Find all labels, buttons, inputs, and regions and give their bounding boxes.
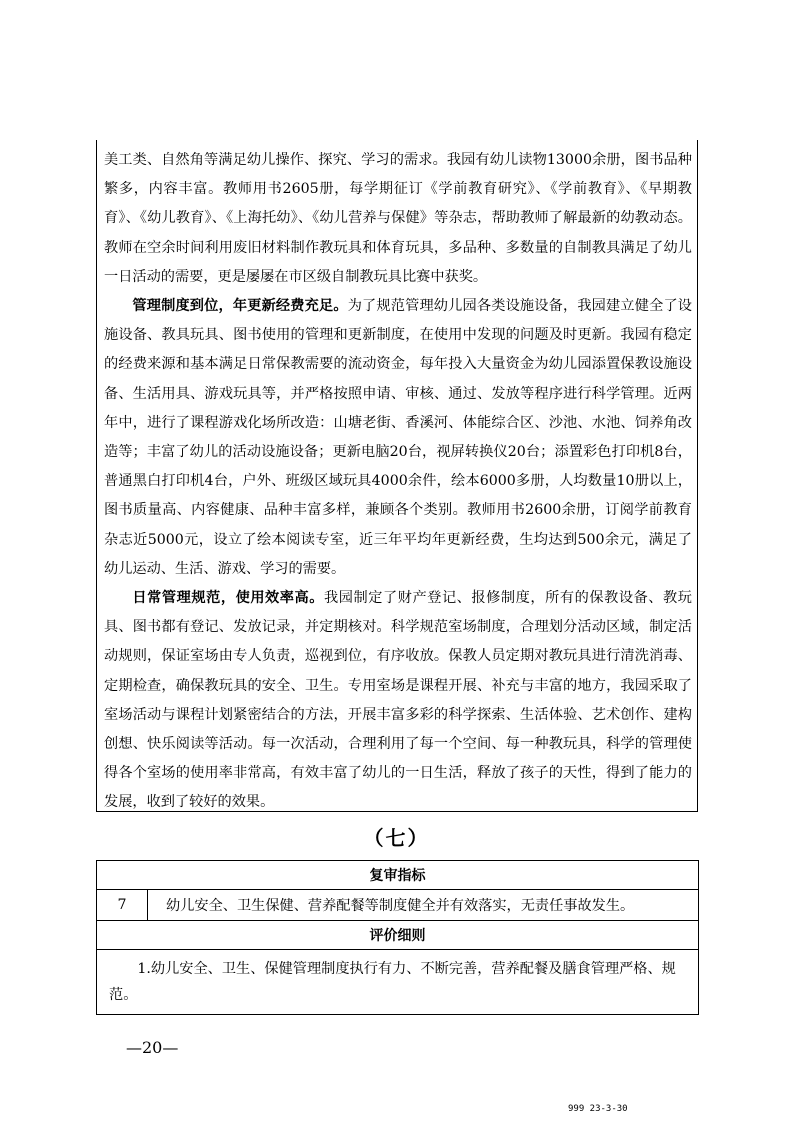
indicator-number: 7 [97, 890, 148, 921]
paragraph-text: 为了规范管理幼儿园各类设施设备，我园建立健全了设施设备、教具玩具、图书使用的管理和更新制度，在使用中发现的问题及时更新。我园有稳定的经费来源和基本满足日常保教需要的流动资金，每年投入大量资金为幼儿园添置保教设施设备、生活用具、游戏玩具等，并严格按照申请、审核、通过、发放等程序进行科学管理。近两年中，进行了课程游戏化场所改造：山塘老街、香溪河、体能综合区、沙池、水池、饲养角改造等；丰富了幼儿的活动设施设备；更新电脑20台，视屏转换仪20台；添置彩色打印机8台，普通黑白打印机4台，户外、班级区域玩具4000余件，绘本6000多册，人均数量10册以上，图书质量高、内容健康、品种丰富多样，兼顾各个类别。教师用书2600余册，订阅学前教育杂志近5000元，设立了绘本阅读专室，近三年平均年更新经费，生均达到500余元，满足了幼儿运动、生活、游戏、学习的需要。 [104, 298, 692, 577]
paragraph-materials: 美工类、自然角等满足幼儿操作、探究、学习的需求。我园有幼儿读物13000余册，图书品种繁多，内容丰富。教师用书2605册，每学期征订《学前教育研究》、《学前教育》、《早期教育》、《幼儿教育》、《上海托幼》、《幼儿营养与保健》等杂志，帮助教师了解最新的幼教动态。教师在空余时间利用废旧材料制作教玩具和体育玩具，多品种、多数量的自制教具满足了幼儿一日活动的需要，更是屡屡在市区级自制教玩具比赛中获奖。 [104, 152, 692, 285]
paragraph-heading: 日常管理规范，使用效率高。 [132, 590, 325, 607]
evaluation-detail-text: 1.幼儿安全、卫生、保健管理制度执行有力、不断完善，营养配餐及膳食管理严格、规范。 [97, 950, 699, 1015]
paragraph-daily-management [104, 584, 692, 818]
evaluation-details-header: 评价细则 [97, 921, 699, 950]
table-row [97, 890, 699, 921]
section-title: （七） [363, 826, 430, 850]
content-box [96, 140, 698, 812]
review-table [96, 860, 699, 1015]
footer-stamp: 999 23-3-30 [568, 1104, 628, 1114]
indicator-text: 幼儿安全、卫生保健、营养配餐等制度健全并有效落实，无责任事故发生。 [148, 890, 699, 921]
table-row [97, 950, 699, 1015]
paragraph-management-system [104, 292, 692, 584]
table-header-row [97, 861, 699, 890]
paragraph-heading: 管理制度到位，年更新经费充足。 [132, 298, 348, 315]
page-number: —20— [126, 1038, 179, 1057]
review-indicator-header: 复审指标 [97, 861, 699, 890]
paragraph-text: 我园制定了财产登记、报修制度，所有的保教设备、教玩具、图书都有登记、发放记录，并定期核对。科学规范室场制度，合理划分活动区域，制定活动规则，保证室场由专人负责，巡视到位，有序收放。保教人员定期对教玩具进行清洗消毒、定期检查，确保教玩具的安全、卫生。专用室场是课程开展、补充与丰富的地方，我园采取了室场活动与课程计划紧密结合的方法，开展丰富多彩的科学探索、生活体验、艺术创作、建构创想、快乐阅读等活动。每一次活动，合理利用了每一个空间、每一种教玩具，科学的管理使得各个室场的使用率非常高，有效丰富了幼儿的一日生活，释放了孩子的天性，得到了能力的发展，收到了较好的效果。 [104, 590, 692, 811]
table-header-row [97, 921, 699, 950]
